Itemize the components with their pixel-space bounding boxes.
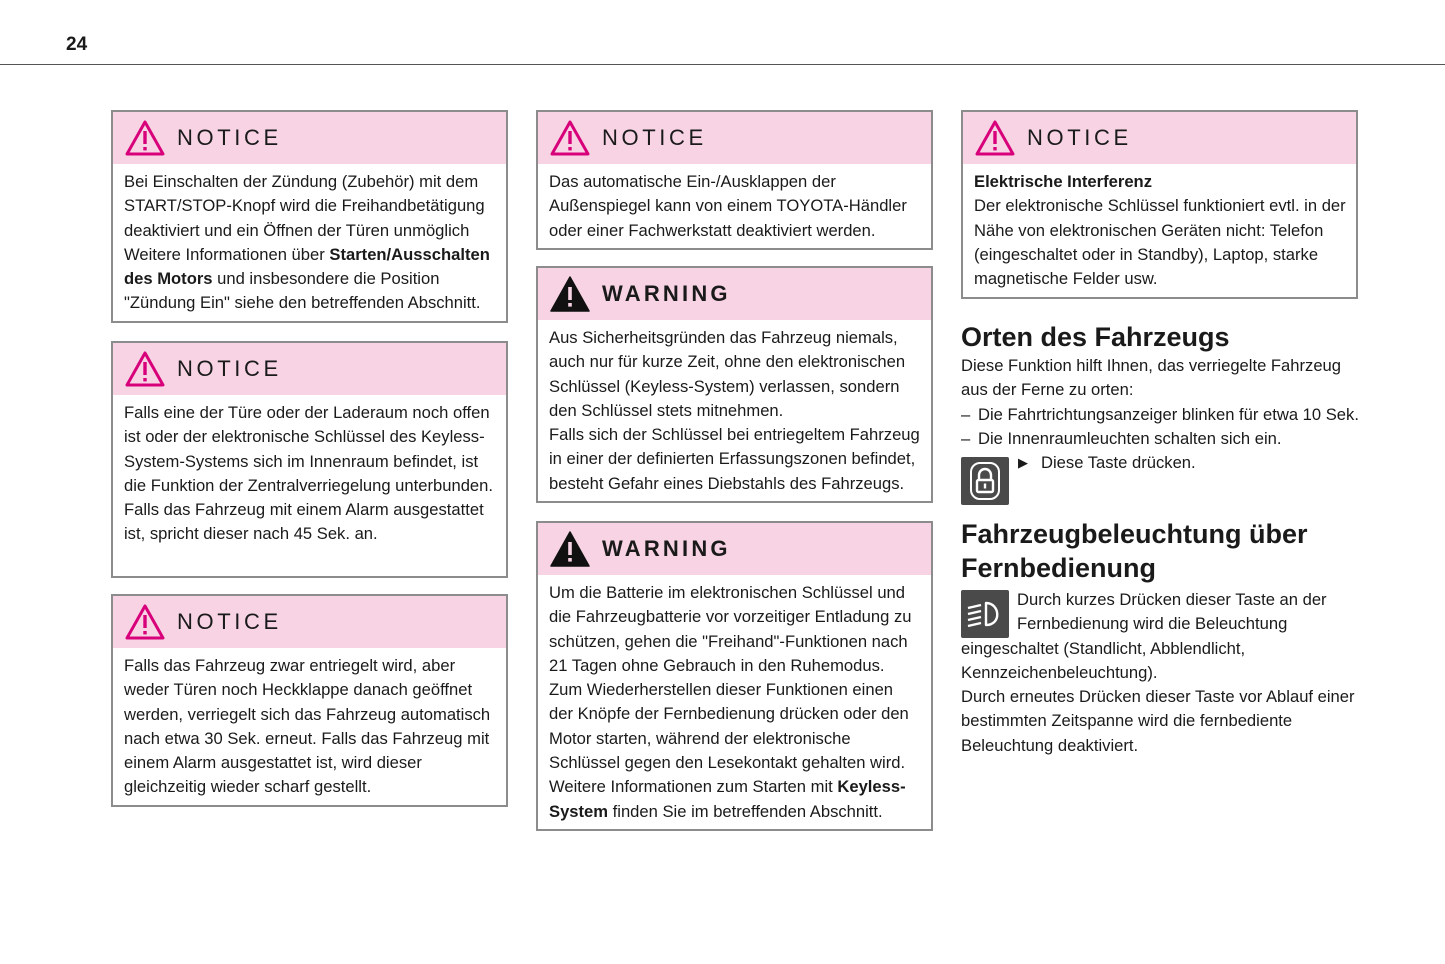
notice-header [113, 112, 506, 164]
notice-text: Falls eine der Türe oder der Laderaum noch offen ist oder der elektronische Schlüssel des Keyless-System-Systems sich im Innenraum befindet, ist die Funktion der Zentralverriegelung unterbunden. [124, 403, 493, 495]
notice-triangle-icon [125, 351, 165, 387]
notice-bold-ref: Starten/Ausschalten des Motors [124, 244, 490, 289]
notice-body [963, 164, 1356, 299]
warning-triangle-icon [550, 276, 590, 312]
warning-title: WARNING [602, 536, 731, 561]
section-body [961, 588, 1361, 758]
notice-triangle-icon [125, 120, 165, 156]
warning-text: finden Sie im betreffenden Abschnitt. [608, 801, 883, 821]
notice-box-interference [961, 110, 1358, 299]
notice-body [113, 648, 506, 808]
notice-title: NOTICE [602, 125, 707, 150]
action-line [961, 451, 1361, 475]
warning-header [538, 268, 931, 320]
notice-body [113, 164, 506, 324]
section-heading: Fahrzeugbeleuchtung über [961, 519, 1308, 549]
warning-bold-ref: Keyless-System [549, 777, 906, 821]
warning-title: WARNING [602, 281, 731, 306]
notice-text: Der elektronische Schlüssel funktioniert evtl. in der Nähe von elektronischen Geräten nicht: Telefon (eingeschaltet oder in Standby), Laptop, starke magnetische Felder usw. [974, 196, 1346, 289]
notice-text: Falls das Fahrzeug mit einem Alarm ausgestattet ist, spricht dieser nach 45 Sek. an. [124, 500, 484, 544]
warning-box-key-theft [536, 266, 933, 503]
notice-box-central-locking [111, 341, 508, 578]
notice-triangle-icon [125, 604, 165, 640]
list-item-text: Die Fahrtrichtungsanzeiger blinken für etwa 10 Sek. [978, 404, 1359, 424]
notice-header [963, 112, 1356, 164]
notice-text: Bei Einschalten der Zündung (Zubehör) mit dem START/STOP-Knopf wird die Freihandbetätigung deaktiviert und ein Öffnen der Türen unmöglich Weitere Informationen über [124, 172, 485, 264]
notice-triangle-icon [550, 120, 590, 156]
notice-header [113, 596, 506, 648]
page-number: 24 [66, 34, 88, 55]
notice-triangle-icon [975, 120, 1015, 156]
notice-box-auto-relock [111, 594, 508, 807]
warning-triangle-icon [550, 531, 590, 567]
list-item-text: Die Innenraumleuchten schalten sich ein. [978, 428, 1282, 448]
notice-title: NOTICE [177, 125, 282, 150]
notice-text: und insbesondere die Position "Zündung Ein" siehe den betreffenden Abschnitt. [124, 269, 481, 313]
notice-title: NOTICE [177, 356, 282, 381]
warning-text: Um die Batterie im elektronischen Schlüssel und die Fahrzeugbatterie vor vorzeitiger Entladung zu schützen, gehen die "Freihand"-Funktionen nach 21 Tagen ohne Gebrauch in den Ruhemodus. Zum Wiederherstellen dieser Funktionen einen der Knöpfe der Fernbedienung drücken oder den Motor starten, während der elektronische Schlüssel gegen den Lesekontakt gehalten wird. Weitere Informationen zum Starten mit [549, 583, 912, 797]
notice-body [538, 164, 931, 251]
notice-header [113, 343, 506, 395]
warning-body [538, 575, 931, 832]
lock-key-icon [961, 457, 1009, 505]
notice-box-ignition [111, 110, 508, 323]
warning-text: Aus Sicherheitsgründen das Fahrzeug niemals, auch nur für kurze Zeit, ohne den elektronischen Schlüssel (Keyless-System) verlassen, sondern den Schlüssel stets mitnehmen. [549, 328, 906, 420]
warning-header [538, 523, 931, 575]
action-text: Diese Taste drücken. [1041, 453, 1196, 473]
section-intro: Diese Funktion hilft Ihnen, das verriegelte Fahrzeug aus der Ferne zu orten: [961, 356, 1342, 400]
notice-subtitle: Elektrische Interferenz [974, 172, 1152, 191]
notice-body [113, 395, 506, 555]
list-item [961, 427, 1361, 451]
notice-header [538, 112, 931, 164]
section-remote-lighting [961, 517, 1361, 758]
warning-body [538, 320, 931, 504]
dash-mark: – [961, 404, 971, 424]
notice-text: Das automatische Ein-/Ausklappen der Außenspiegel kann von einem TOYOTA-Händler oder einer Fachwerkstatt deaktiviert werden. [549, 172, 907, 240]
section-heading: Orten des Fahrzeugs [961, 322, 1230, 352]
notice-box-mirrors [536, 110, 933, 250]
arrow-icon: ▶ [1018, 455, 1028, 471]
section-text: Durch erneutes Drücken dieser Taste vor Ablauf einer bestimmten Zeitspanne wird die fernbediente Beleuchtung deaktiviert. [961, 687, 1355, 755]
section-locate-vehicle [961, 320, 1361, 475]
list-item [961, 403, 1361, 427]
warning-box-battery [536, 521, 933, 831]
warning-text: Falls sich der Schlüssel bei entriegeltem Fahrzeug in einer der definierten Erfassungszonen befindet, besteht Gefahr eines Diebstahls des Fahrzeugs. [549, 425, 920, 493]
section-text: Durch kurzes Drücken dieser Taste an der Fernbedienung wird die Beleuchtung eingeschaltet (Standlicht, Abblendlicht, Kennzeichenbeleuchtung). [961, 590, 1327, 682]
notice-title: NOTICE [1027, 125, 1132, 150]
dash-mark: – [961, 428, 971, 448]
notice-text: Falls das Fahrzeug zwar entriegelt wird, aber weder Türen noch Heckklappe danach geöffnet werden, verriegelt sich das Fahrzeug automatisch nach etwa 30 Sek. erneut. Falls das Fahrzeug mit einem Alarm ausgestattet ist, wird dieser gleichzeitig wieder scharf gestellt. [124, 656, 491, 797]
notice-title: NOTICE [177, 609, 282, 634]
headlight-icon [961, 590, 1009, 638]
section-heading: Fernbedienung [961, 553, 1156, 583]
header-rule [0, 64, 1445, 65]
